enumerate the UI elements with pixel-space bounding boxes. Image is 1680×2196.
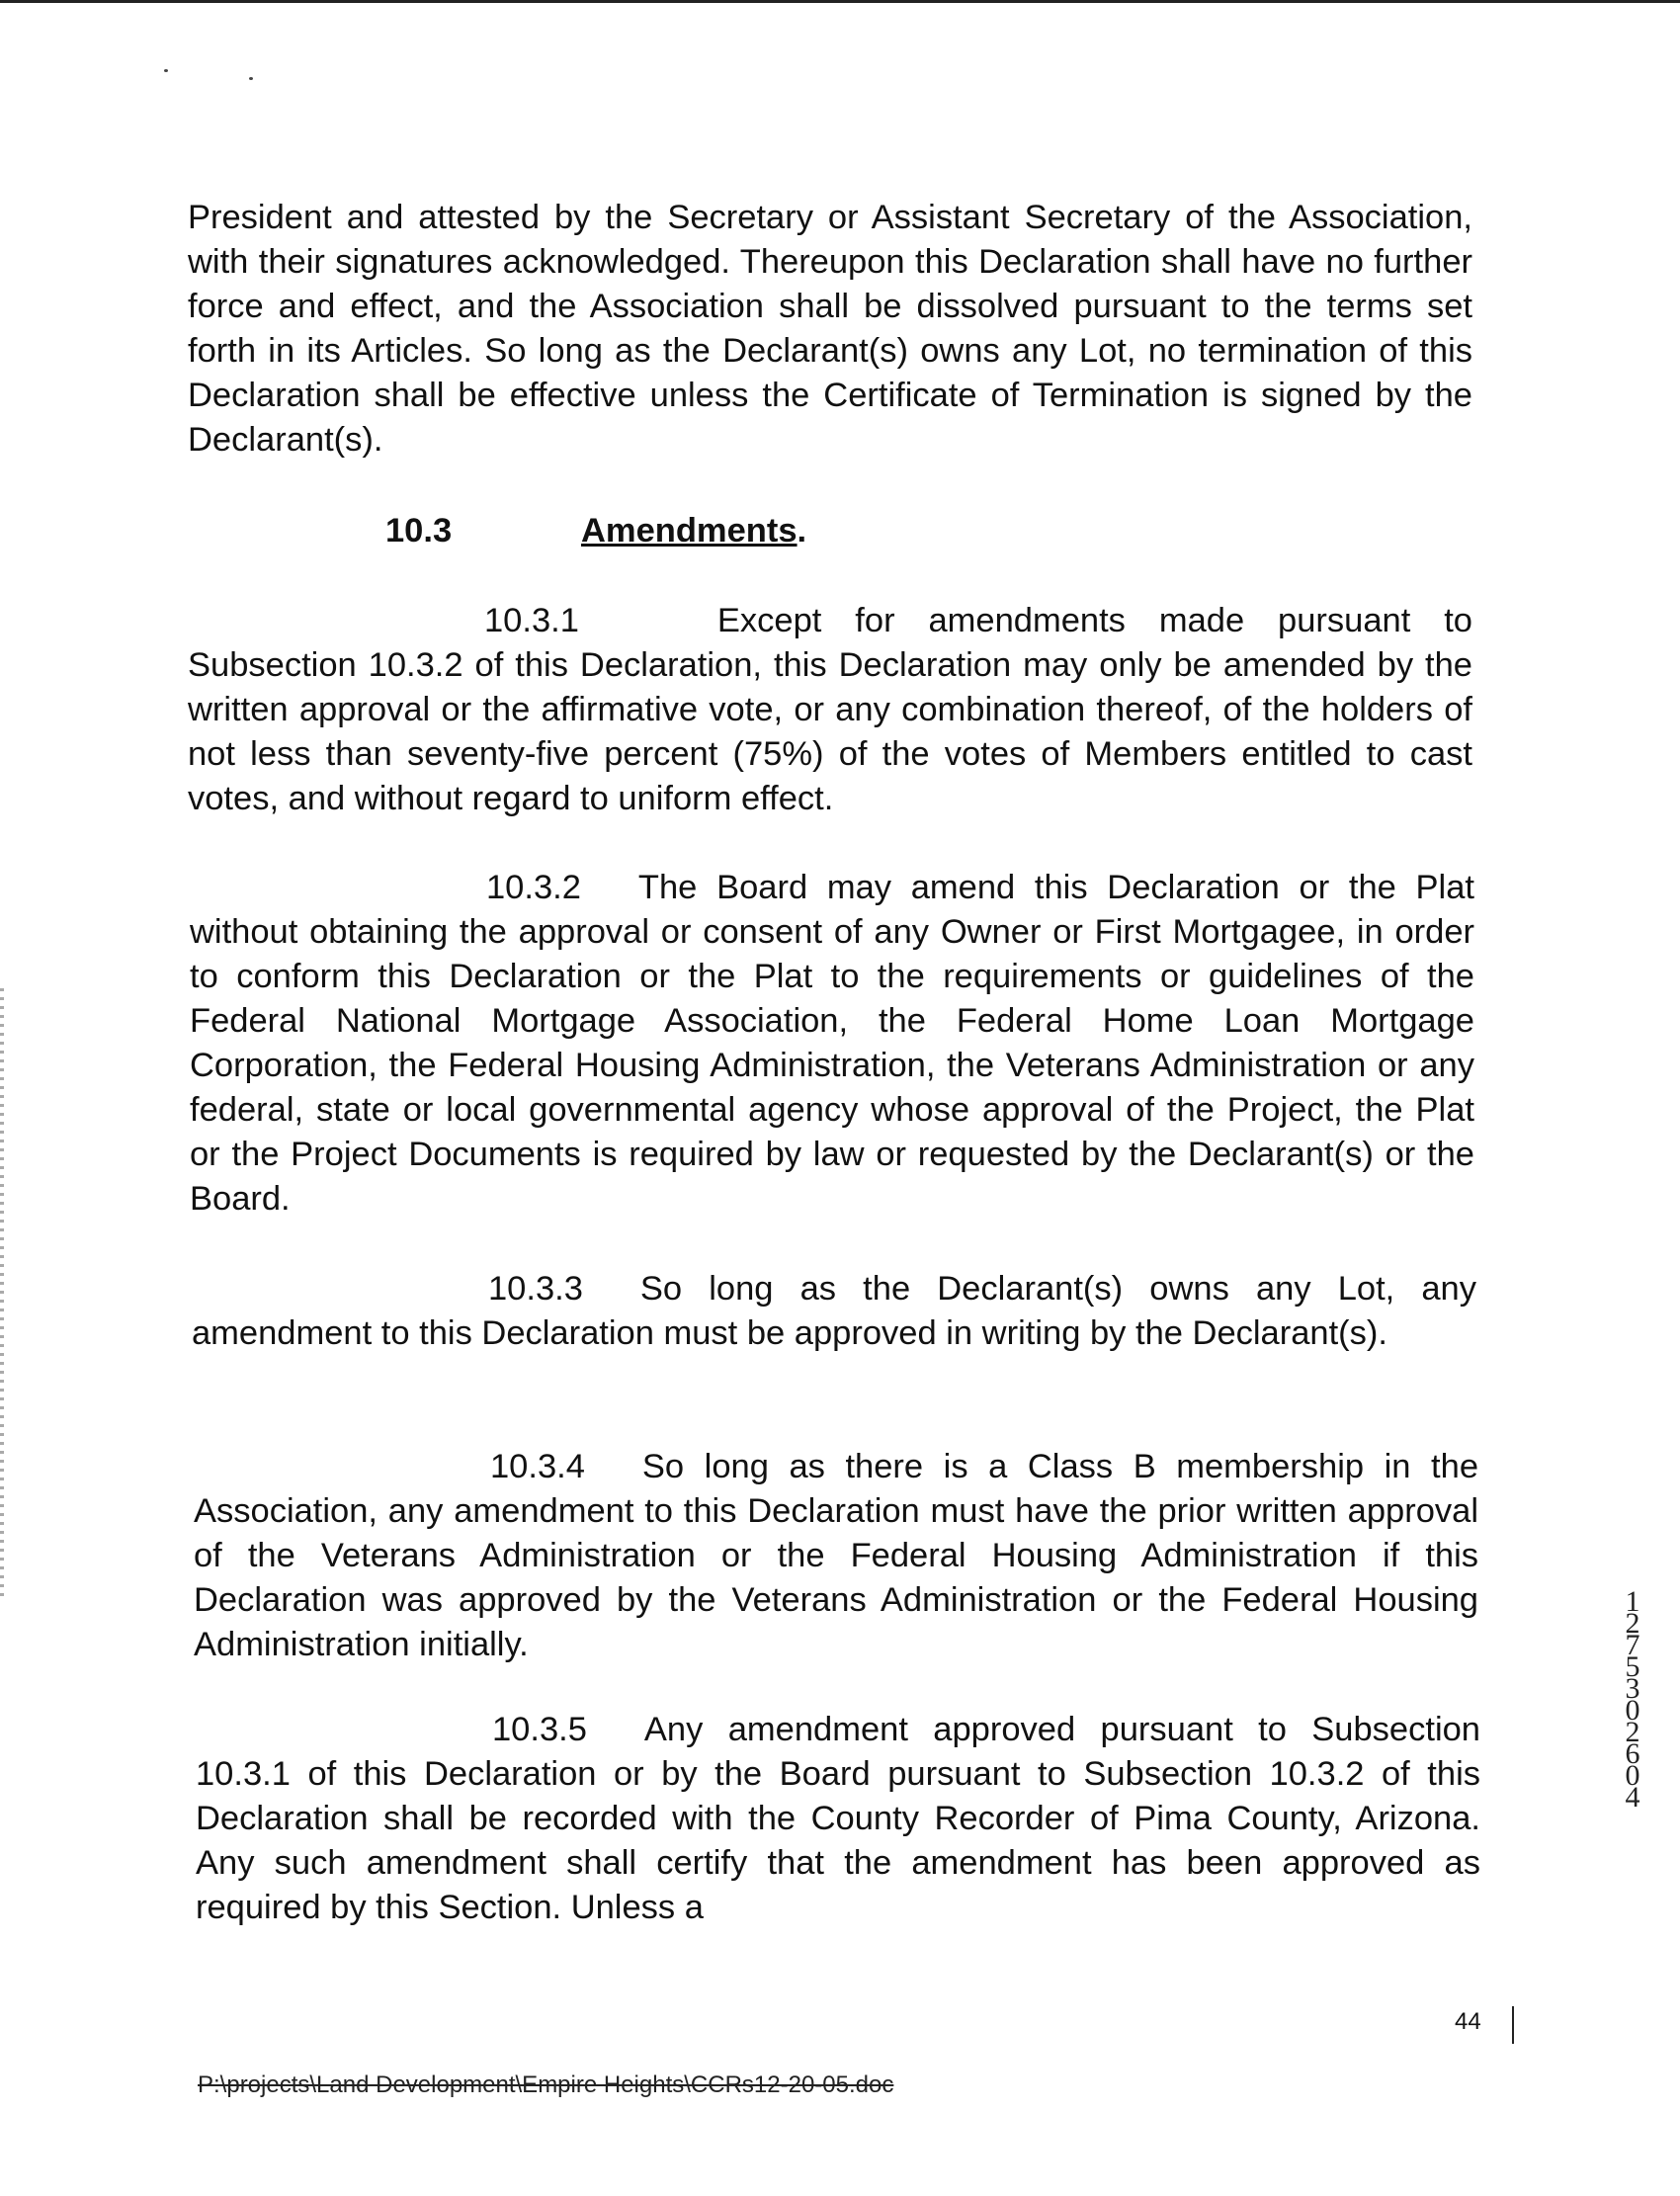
- intro-paragraph: President and attested by the Secretary or Assistant Secretary of the Association, with their signatures acknowledged. Thereupon this Declaration shall have no further force and effect, and the Association shall be dissolved pursuant to the terms set forth in its Articles. So long as the Declarant(s) owns any Lot, no termination of this Declaration shall be effective unless the Certificate of Termination is signed by the Declarant(s).: [188, 199, 1472, 459]
- scan-left-edge-marks: [0, 988, 4, 1601]
- section-number: 10.3: [385, 512, 453, 549]
- footer-file-path: P:\projects\Land Development\Empire Heights\CCRs12-20-05.doc: [198, 2071, 894, 2098]
- scan-top-edge: [0, 0, 1680, 3]
- subsection-number: 10.3.3: [488, 1270, 583, 1308]
- page-number-bar: [1512, 2006, 1514, 2044]
- subsection-number: 10.3.2: [486, 869, 581, 906]
- subsection-10-3-3: [192, 1267, 1476, 1356]
- subsection-text: Any amendment approved pursuant to Subsection 10.3.1 of this Declaration or by the Board pursuant to Subsection 10.3.2 of this Declaration shall be recorded with the County Recorder of Pima County, Arizona. Any such amendment shall certify that the amendment has been approved as required by this Section. Unless a: [196, 1711, 1480, 1926]
- document-page: [188, 196, 1472, 463]
- subsection-10-3-4: [194, 1445, 1478, 1667]
- subsection-number: 10.3.4: [490, 1448, 585, 1485]
- subsection-10-3-2: [190, 866, 1474, 1222]
- section-title-period: .: [797, 512, 807, 549]
- subsection-text: So long as the Declarant(s) owns any Lot, any amendment to this Declaration must be approved in writing by the Declarant(s).: [192, 1270, 1476, 1352]
- scan-speck: [164, 69, 168, 72]
- subsection-number: 10.3.5: [492, 1711, 587, 1748]
- section-title: Amendments: [581, 512, 798, 549]
- subsection-10-3-5: [196, 1708, 1480, 1930]
- subsection-text: So long as there is a Class B membership in the Association, any amendment to this Declaration must have the prior written approval of the Veterans Administration or the Federal Housing Administration if this Declaration was approved by the Veterans Administration or the Federal Housing Administration initially.: [194, 1448, 1478, 1663]
- docket-stamp: 12753 02604: [1625, 1585, 1640, 1814]
- section-heading: [385, 512, 806, 550]
- page-number: 44: [1455, 2008, 1481, 2035]
- subsection-text: The Board may amend this Declaration or the Plat without obtaining the approval or consent of any Owner or First Mortgagee, in order to conform this Declaration or the Plat to the requirements or guidelines of the Federal National Mortgage Association, the Federal Home Loan Mortgage Corporation, the Federal Housing Administration, the Veterans Administration or any federal, state or local governmental agency whose approval of the Project, the Plat or the Project Documents is required by law or requested by the Declarant(s) or the Board.: [190, 869, 1474, 1218]
- subsection-number: 10.3.1: [484, 602, 579, 639]
- subsection-text: Except for amendments made pursuant to Subsection 10.3.2 of this Declaration, this Declaration may only be amended by the written approval or the affirmative vote, or any combination thereof, of the holders of not less than seventy-five percent (75%) of the votes of Members entitled to cast votes, and without regard to uniform effect.: [188, 602, 1472, 817]
- subsection-10-3-1: [188, 599, 1472, 821]
- scan-speck: [249, 77, 253, 80]
